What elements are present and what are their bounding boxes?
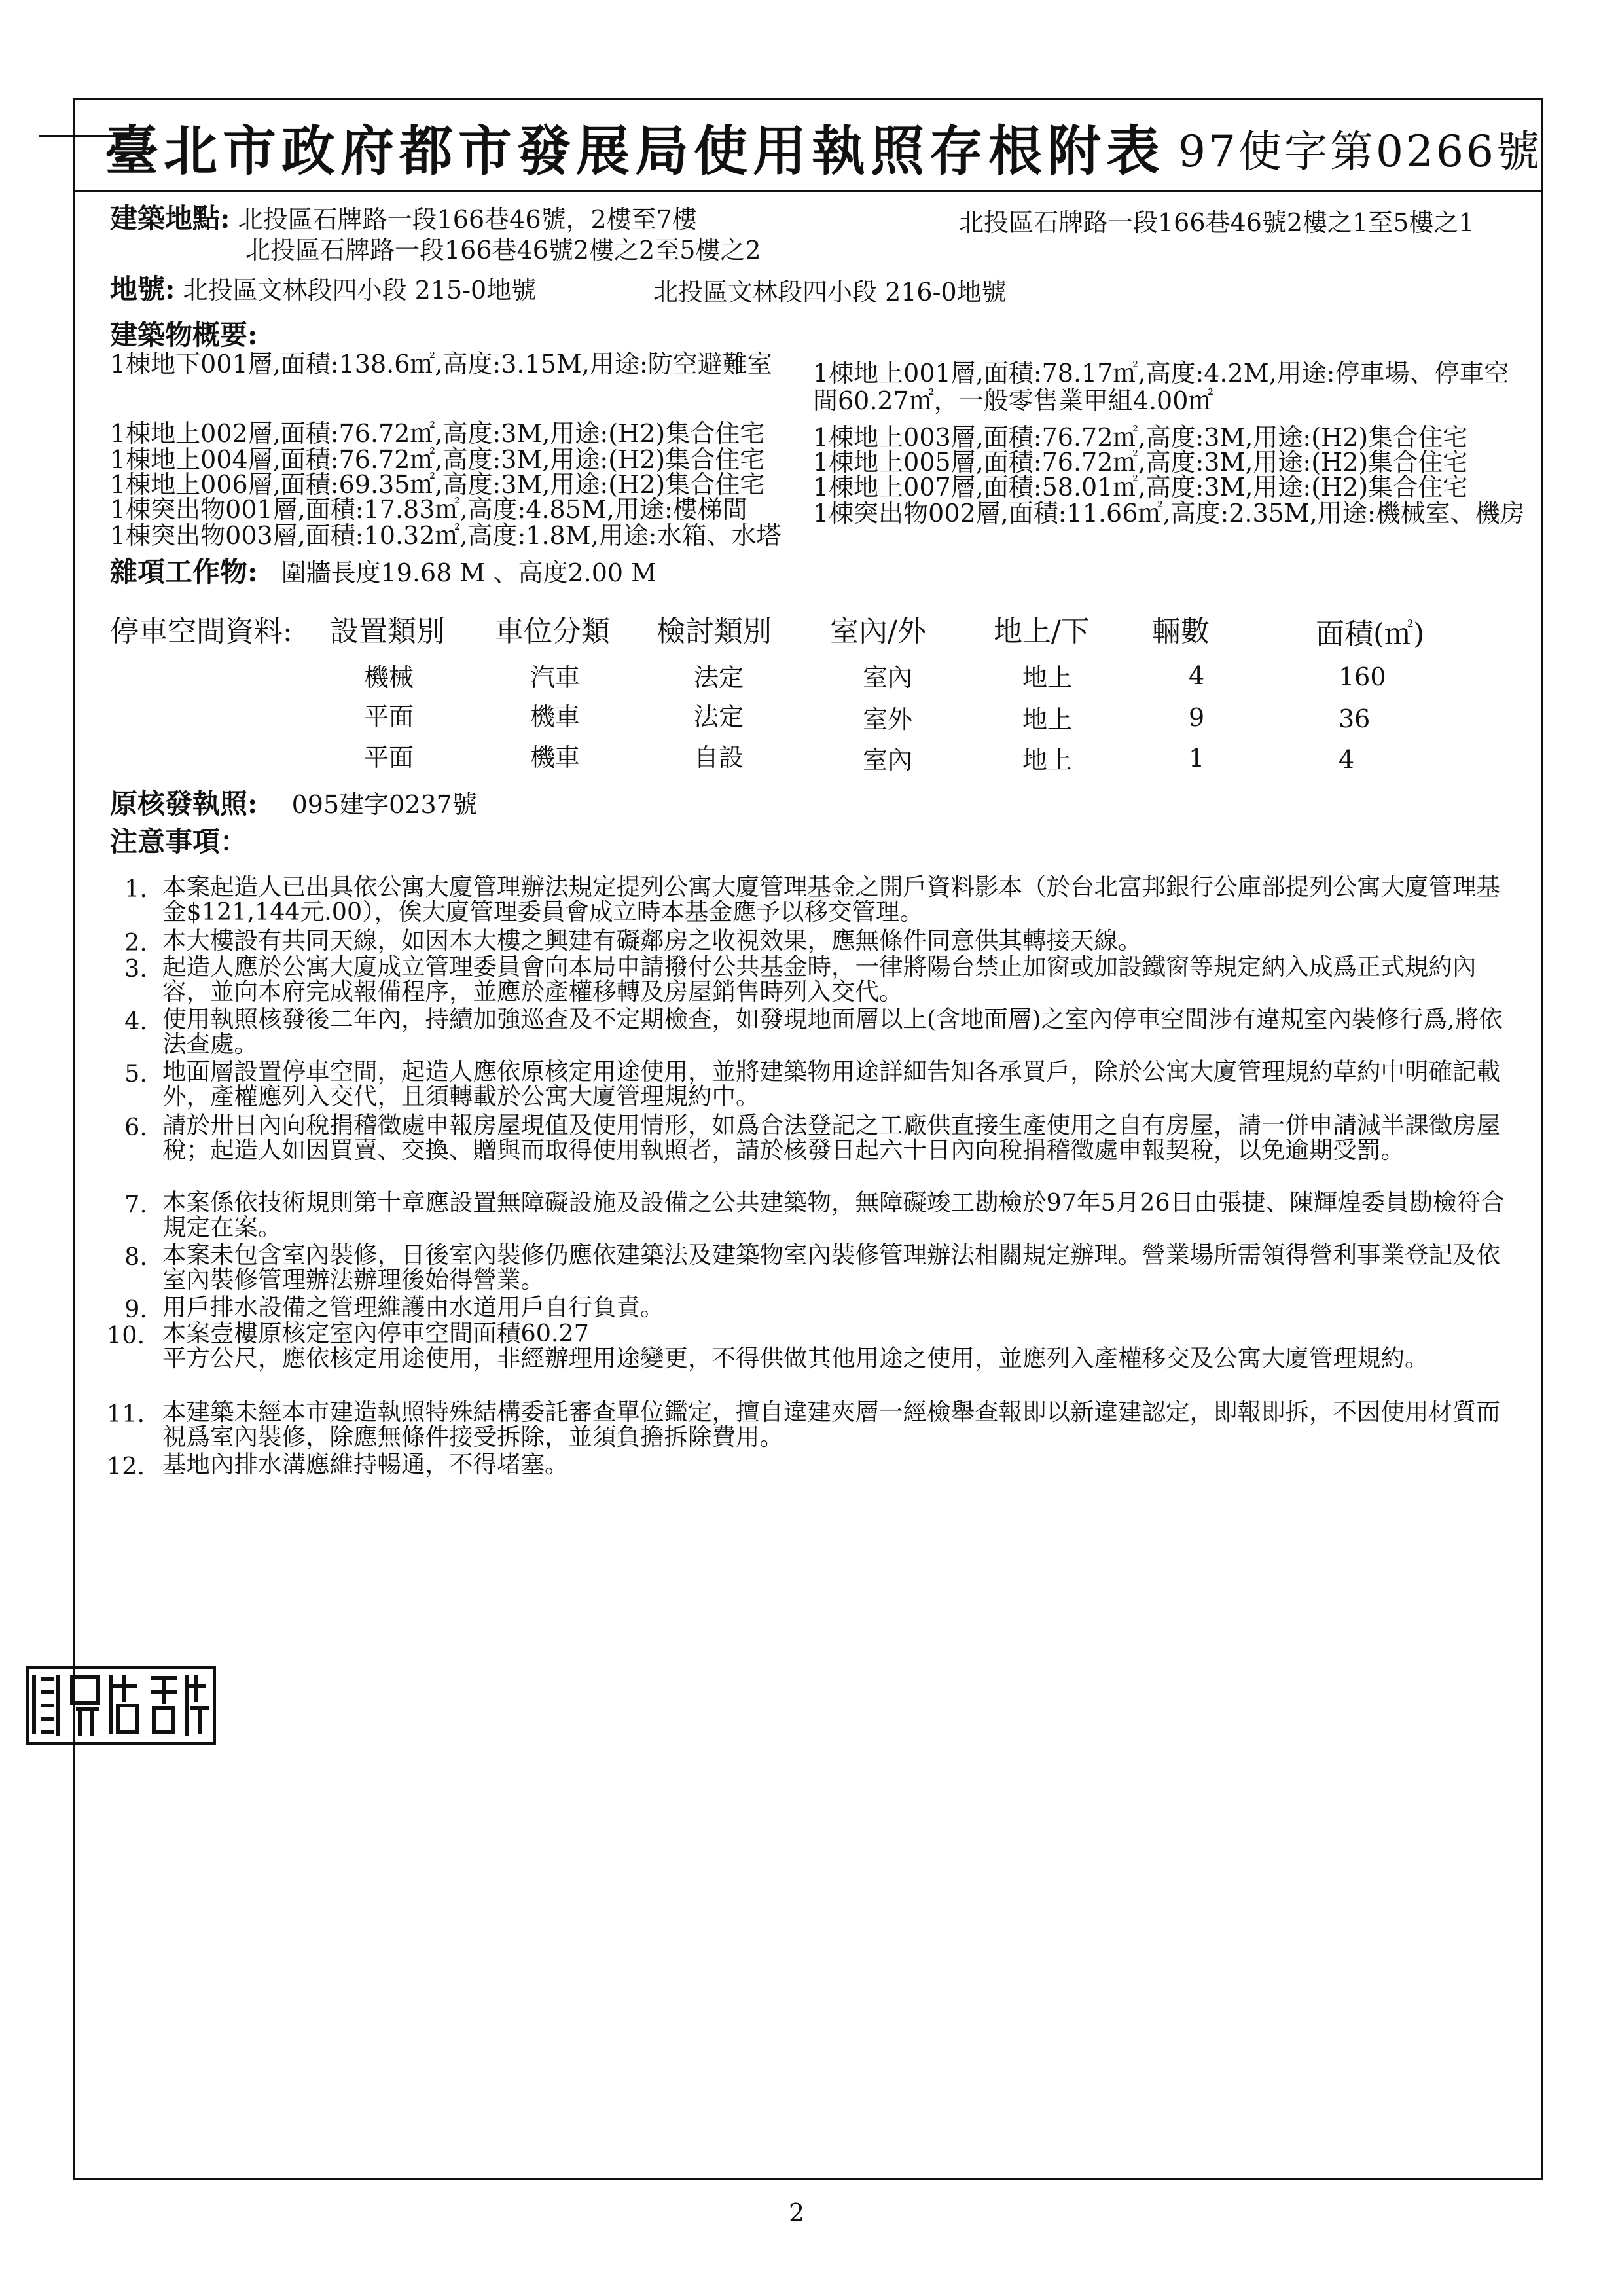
overview-right-4: 1棟地上007層,面積:58.01㎡,高度:3M,用途:(H2)集合住宅	[813, 473, 1468, 501]
title-bottom-rule	[73, 190, 1543, 192]
parking-cell: 機車	[530, 743, 581, 772]
parking-cell: 地上	[1022, 705, 1073, 734]
note-number: 5.	[124, 1059, 147, 1087]
original-permit-section	[110, 790, 477, 819]
overview-right-3: 1棟地上005層,面積:76.72㎡,高度:3M,用途:(H2)集合住宅	[813, 448, 1468, 477]
note-number: 7.	[124, 1190, 147, 1218]
parking-cell: 室外	[863, 705, 913, 734]
note-number: 10.	[107, 1321, 145, 1349]
note-number: 1.	[124, 875, 147, 903]
misc-section	[110, 558, 656, 587]
overview-label: 建築物概要:	[110, 319, 258, 351]
page-number: 2	[789, 2198, 805, 2227]
parking-cell: 4	[1189, 661, 1205, 690]
site-address-2: 北投區石牌路一段166巷46號2樓之1至5樓之1	[959, 208, 1475, 237]
note-text: 起造人應於公寓大廈成立管理委員會向本局申請撥付公共基金時，一律將陽台禁止加窗或加設鐵窗等規定納入成爲正式規約內容，並向本府完成報備程序，並應於產權移轉及房屋銷售時列入交代。	[162, 953, 1477, 1006]
parking-cell: 平面	[364, 702, 414, 731]
misc-value: 圍牆長度19.68 M 、高度2.00 M	[281, 558, 657, 587]
note-text: 本案未包含室內裝修，日後室內裝修仍應依建築法及建築物室內裝修管理辦法相關規定辦理。營業場所需領得營利事業登記及依室內裝修管理辦法辦理後始得營業。	[162, 1241, 1500, 1294]
parking-cell: 地上	[1022, 663, 1073, 692]
note-text-continued: 平方公尺，應依核定用途使用，非經辦理用途變更，不得供做其他用途之使用，並應列入產權移交及公寓大廈管理規約。	[162, 1344, 1429, 1372]
parking-cell: 機械	[364, 663, 414, 692]
lot-section	[110, 275, 536, 304]
parking-cell: 9	[1189, 703, 1205, 732]
misc-label: 雜項工作物:	[110, 556, 258, 588]
note-text: 地面層設置停車空間，起造人應依原核定用途使用，並將建築物用途詳細告知各承買戶，除於公寓大廈管理規約草約中明確記載外，產權應列入交代，且須轉載於公寓大廈管理規約中。	[162, 1057, 1500, 1110]
overview-right-1: 間60.27㎡，一般零售業甲組4.00㎡	[813, 386, 1214, 415]
parking-cell: 機車	[530, 702, 581, 731]
parking-header-4: 地上/下	[994, 615, 1090, 648]
parking-label: 停車空間資料:	[110, 615, 293, 648]
note-text: 本大樓設有共同天線，如因本大樓之興建有礙鄰房之收視效果，應無條件同意供其轉接天線。	[162, 926, 1142, 955]
note-number: 8.	[124, 1243, 147, 1271]
original-permit-label: 原核發執照:	[110, 788, 258, 820]
site-address-3: 北投區石牌路一段166巷46號2樓之2至5樓之2	[245, 236, 761, 264]
note-text: 使用執照核發後二年內，持續加強巡查及不定期檢查，如發現地面層以上(含地面層)之室內停車空間涉有違規室內裝修行爲,將依法查處。	[162, 1005, 1503, 1058]
note-text: 本案起造人已出具依公寓大廈管理辦法規定提列公寓大廈管理基金之開戶資料影本（於台北富邦銀行公庫部提列公寓大廈管理基金$121,144元.00），俟大廈管理委員會成立時本基金應予以移交管理。	[162, 873, 1500, 926]
parking-header-5: 輛數	[1152, 615, 1210, 648]
note-text: 本案係依技術規則第十章應設置無障礙設施及設備之公共建築物，無障礙竣工勘檢於97年5月26日由張捷、陳輝煌委員勘檢符合規定在案。	[162, 1188, 1505, 1241]
parking-cell: 室內	[863, 746, 913, 774]
parking-cell: 1	[1189, 744, 1205, 773]
lot-2: 北投區文林段四小段 216-0地號	[653, 278, 1007, 306]
parking-cell: 室內	[863, 663, 913, 692]
site-label: 建築地點:	[110, 202, 230, 234]
note-number: 6.	[124, 1113, 147, 1141]
note-number: 12.	[107, 1452, 145, 1480]
note-number: 3.	[124, 955, 147, 983]
note-number: 2.	[124, 928, 147, 957]
note-text: 請於卅日內向稅捐稽徵處申報房屋現值及使用情形，如爲合法登記之工廠供直接生產使用之自有房屋，請一併申請減半課徵房屋稅；起造人如因買賣、交換、贈與而取得使用執照者，請於核發日起六十日內向稅捐稽徵處申報契稅，以免逾期受罰。	[162, 1111, 1500, 1164]
parking-cell: 自設	[694, 743, 744, 772]
parking-header-6: 面積(㎡)	[1316, 617, 1425, 651]
parking-cell: 36	[1339, 704, 1371, 733]
note-text: 用戶排水設備之管理維護由水道用戶自行負責。	[162, 1293, 664, 1321]
parking-cell: 4	[1339, 745, 1355, 774]
overview-left-2: 1棟地上004層,面積:76.72㎡,高度:3M,用途:(H2)集合住宅	[110, 445, 765, 474]
lot-1: 北投區文林段四小段 215-0地號	[183, 276, 537, 304]
lot-label: 地號:	[110, 273, 175, 305]
permit-number: 97使字第0266號	[1178, 126, 1542, 177]
parking-header-2: 檢討類別	[656, 615, 772, 648]
notes-label: 注意事項：	[110, 826, 248, 858]
note-text: 本案壹樓原核定室內停車空間面積60.27	[162, 1319, 589, 1347]
parking-header-0: 設置類別	[330, 615, 445, 648]
overview-left-1: 1棟地上002層,面積:76.72㎡,高度:3M,用途:(H2)集合住宅	[110, 419, 765, 448]
overview-right-5: 1棟突出物002層,面積:11.66㎡,高度:2.35M,用途:機械室、機房	[813, 499, 1525, 528]
overview-right-2: 1棟地上003層,面積:76.72㎡,高度:3M,用途:(H2)集合住宅	[813, 423, 1468, 452]
parking-header-1: 車位分類	[495, 615, 610, 648]
official-seal-stamp	[26, 1666, 216, 1745]
note-number: 9.	[124, 1295, 147, 1323]
note-text: 本建築未經本市建造執照特殊結構委託審查單位鑑定，擅自違建夾層一經檢舉查報即以新違建認定，即報即拆，不因使用材質而視爲室內裝修，除應無條件接受拆除，並須負擔拆除費用。	[162, 1398, 1500, 1451]
site-section	[110, 204, 697, 234]
site-address-1: 北投區石牌路一段166巷46號，2樓至7樓	[238, 205, 697, 234]
parking-cell: 平面	[364, 743, 414, 772]
parking-cell: 法定	[694, 702, 744, 731]
note-text: 基地內排水溝應維持暢通，不得堵塞。	[162, 1450, 569, 1478]
document-title: 臺北市政府都市發展局使用執照存根附表	[105, 120, 1166, 183]
overview-left-0: 1棟地下001層,面積:138.6㎡,高度:3.15M,用途:防空避難室	[110, 350, 772, 378]
original-permit-value: 095建字0237號	[291, 790, 477, 819]
parking-cell: 地上	[1022, 746, 1073, 774]
parking-cell: 法定	[694, 663, 744, 692]
parking-cell: 汽車	[530, 663, 581, 692]
parking-header-3: 室內/外	[830, 615, 926, 648]
note-number: 4.	[124, 1007, 147, 1035]
overview-left-4: 1棟突出物001層,面積:17.83㎡,高度:4.85M,用途:樓梯間	[110, 495, 747, 524]
parking-cell: 160	[1339, 663, 1386, 691]
overview-left-3: 1棟地上006層,面積:69.35㎡,高度:3M,用途:(H2)集合住宅	[110, 470, 765, 499]
note-number: 11.	[107, 1400, 145, 1428]
overview-left-5: 1棟突出物003層,面積:10.32㎡,高度:1.8M,用途:水箱、水塔	[110, 521, 782, 550]
overview-right-0: 1棟地上001層,面積:78.17㎡,高度:4.2M,用途:停車場、停車空	[813, 359, 1509, 388]
